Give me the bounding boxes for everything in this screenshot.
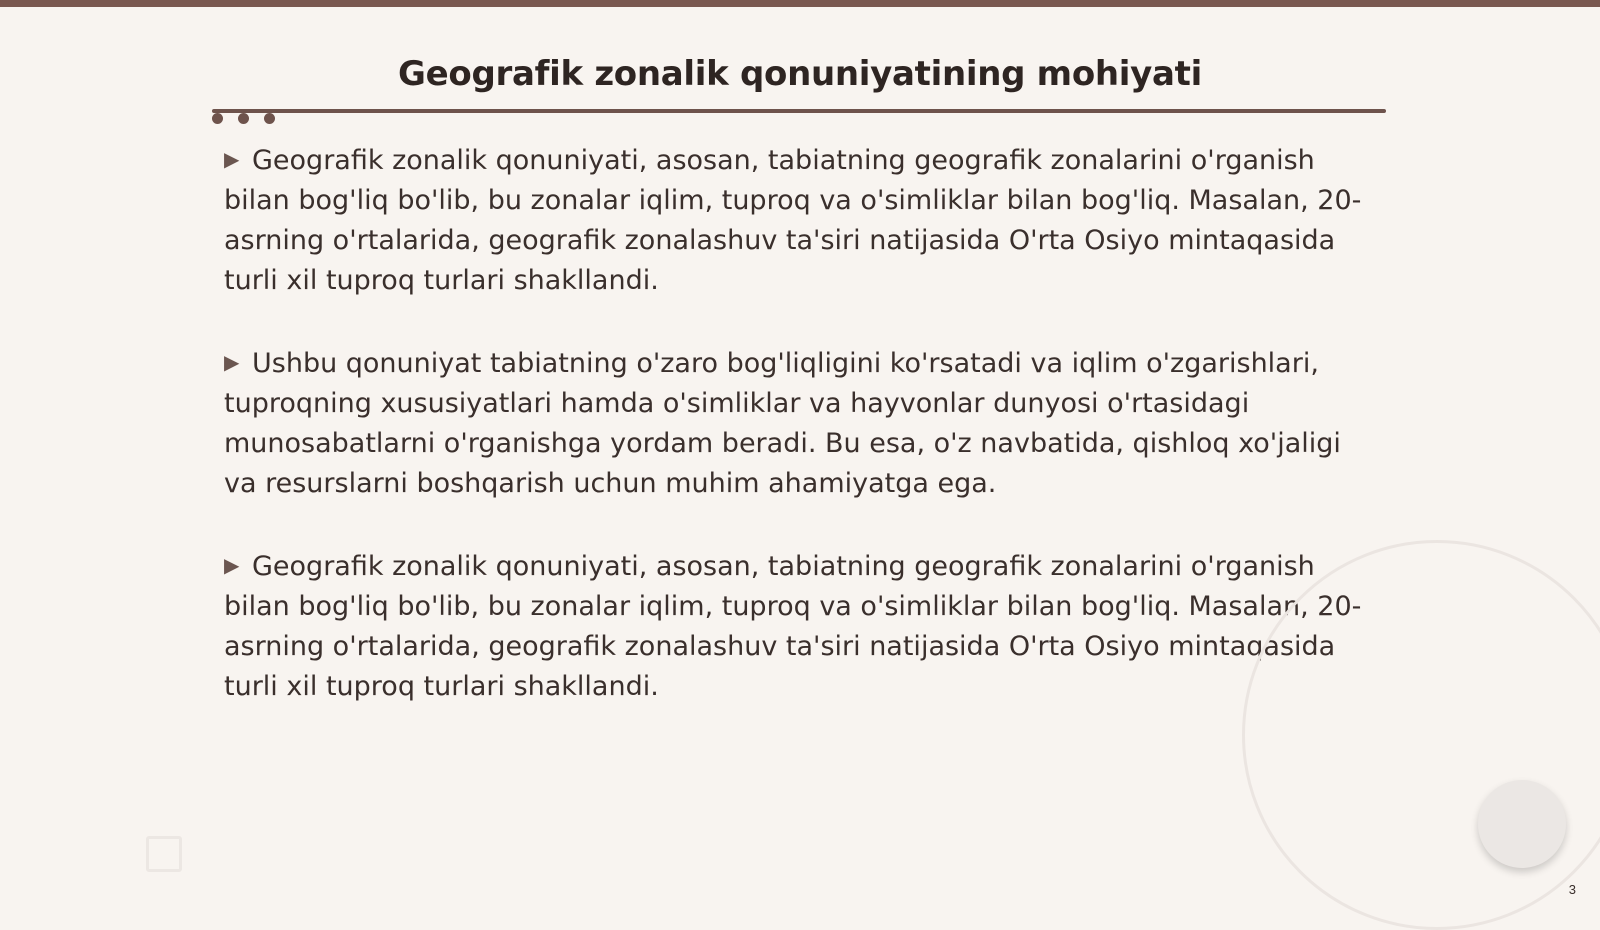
decorative-knob [1478, 780, 1566, 868]
slide-title: Geografik zonalik qonuniyatining mohiyati [398, 54, 1202, 94]
underline-dot [238, 113, 249, 124]
decorative-square [146, 836, 182, 872]
page-number: 3 [1568, 882, 1576, 897]
bullet-arrow-icon: ▶ [224, 350, 240, 374]
bullet-text: Geografik zonalik qonuniyati, asosan, tabiatning geografik zonalarini o'rganish bilan bog'liq bo'lib, bu zonalar iqlim, tuproq va o'simliklar bilan bog'liq. Masalan, 20-asrning o'rtalarida, geografik zonalashuv ta'siri natijasida O'rta Osiyo mintaqasida turli xil tuproq turlari shakllandi. [224, 145, 1362, 296]
bullet-text: Geografik zonalik qonuniyati, asosan, tabiatning geografik zonalarini o'rganish bilan bog'liq bo'lib, bu zonalar iqlim, tuproq va o'simliklar bilan bog'liq. Masalan, 20-asrning o'rtalarida, geografik zonalashuv ta'siri natijasida O'rta Osiyo mintaqasida turli xil tuproq turlari shakllandi. [224, 551, 1362, 702]
bullet-paragraph [224, 545, 1374, 707]
underline-dot [264, 113, 275, 124]
bullet-arrow-icon: ▶ [224, 553, 240, 577]
bullet-paragraph [224, 139, 1374, 301]
title-underline [212, 109, 1386, 113]
bullet-text: Ushbu qonuniyat tabiatning o'zaro bog'liqligini ko'rsatadi va iqlim o'zgarishlari, tuproqning xususiyatlari hamda o'simliklar va hayvonlar dunyosi o'rtasidagi munosabatlarni o'rganishga yordam beradi. Bu esa, o'z navbatida, qishloq xo'jaligi va resurslarni boshqarish uchun muhim ahamiyatga ega. [224, 348, 1341, 499]
top-accent-bar [0, 0, 1600, 7]
bullet-paragraph [224, 342, 1374, 504]
bullet-arrow-icon: ▶ [224, 147, 240, 171]
slide-body [224, 139, 1374, 748]
underline-dot [212, 113, 223, 124]
